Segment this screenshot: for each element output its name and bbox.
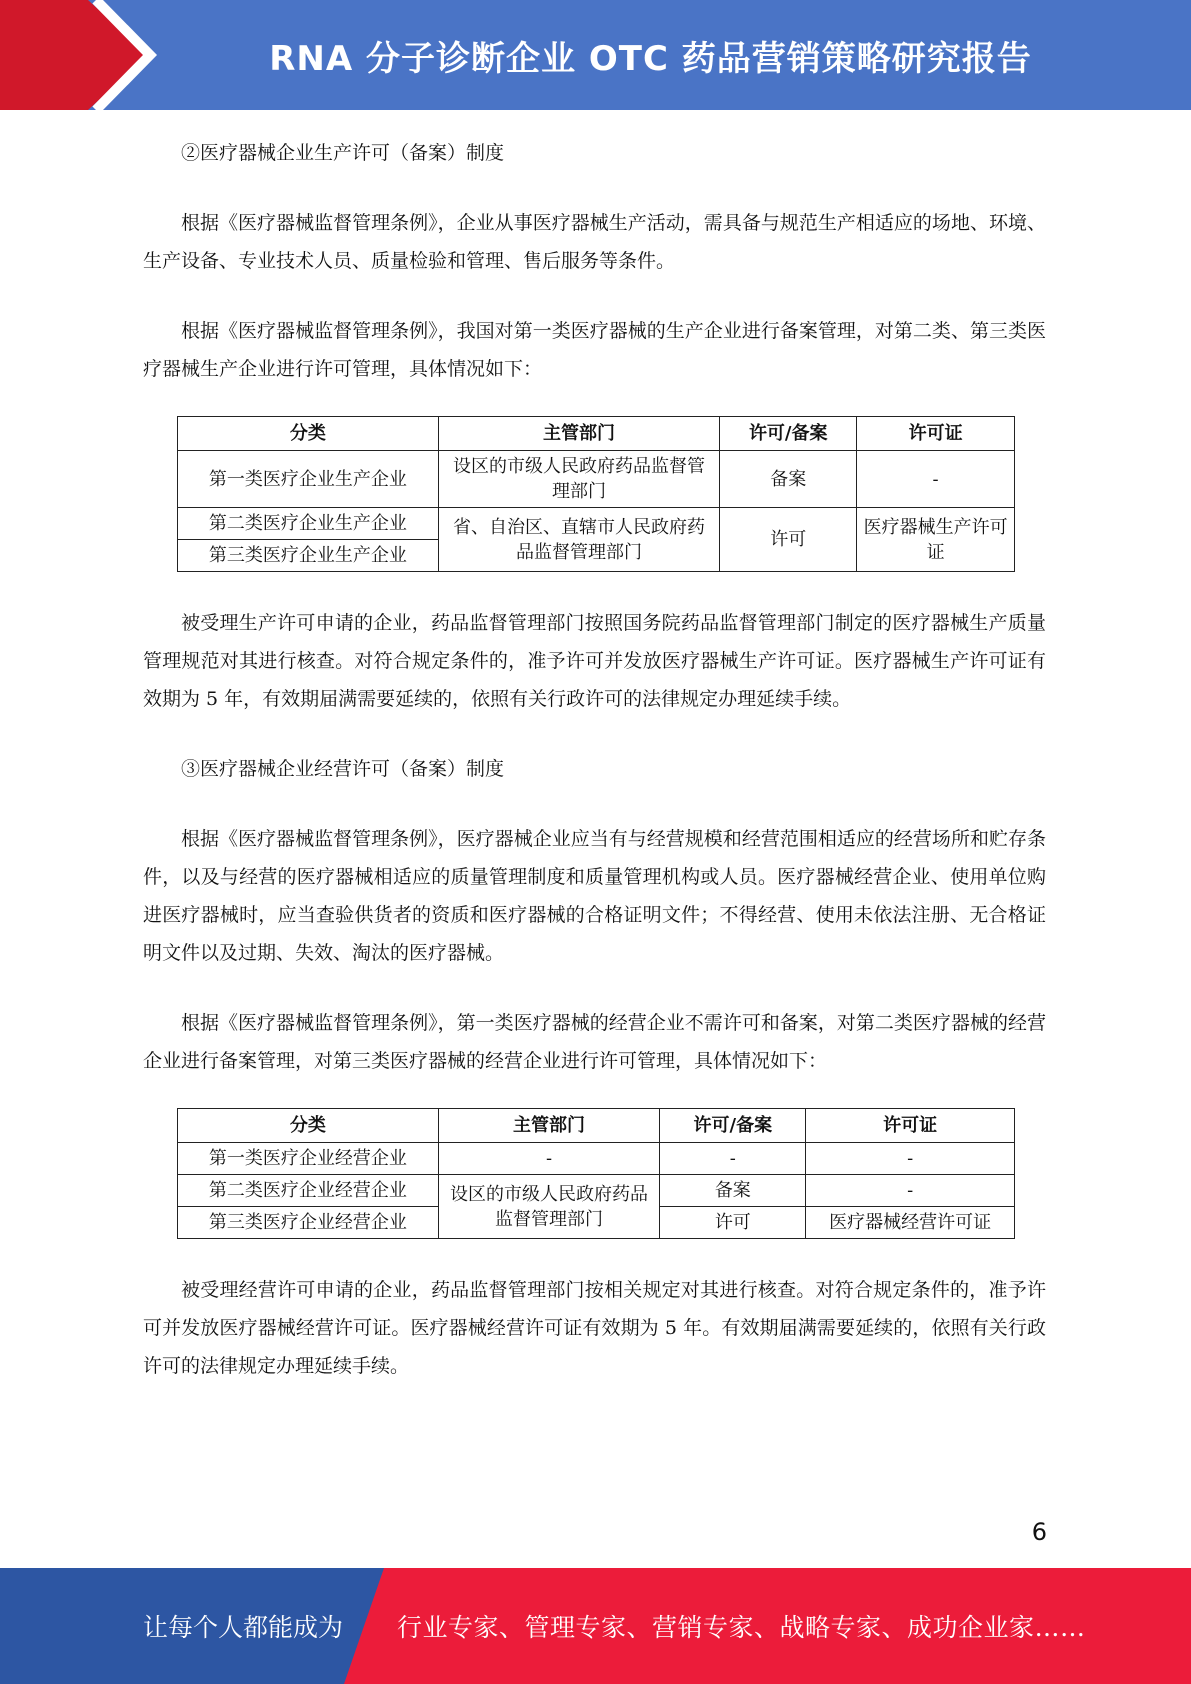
table-header-cell: 许可/备案 — [720, 417, 857, 451]
table-cell: - — [438, 1143, 660, 1175]
table-cell: 第一类医疗企业经营企业 — [178, 1143, 439, 1175]
table-row — [178, 451, 1015, 508]
table-cell: 第三类医疗企业生产企业 — [178, 540, 439, 572]
table-header-cell: 许可/备案 — [660, 1109, 806, 1143]
paragraph: 被受理经营许可申请的企业，药品监督管理部门按相关规定对其进行核查。对符合规定条件的，准予许可并发放医疗器械经营许可证。医疗器械经营许可证有效期为 5 年。有效期届满需要延续的，依照有关行政许可的法律规定办理延续手续。 — [143, 1279, 1046, 1377]
table-header-row — [178, 417, 1015, 451]
table-header-cell: 主管部门 — [438, 1109, 660, 1143]
table-cell: 备案 — [720, 451, 857, 508]
paragraph: 被受理生产许可申请的企业，药品监督管理部门按照国务院药品监督管理部门制定的医疗器械生产质量管理规范对其进行核查。对符合规定条件的，准予许可并发放医疗器械生产许可证。医疗器械生产许可证有效期为 5 年，有效期届满需要延续的，依照有关行政许可的法律规定办理延续手续。 — [143, 612, 1046, 710]
paragraph: 根据《医疗器械监督管理条例》，我国对第一类医疗器械的生产企业进行备案管理，对第二类、第三类医疗器械生产企业进行许可管理，具体情况如下： — [143, 320, 1046, 380]
paragraph: 根据《医疗器械监督管理条例》，医疗器械企业应当有与经营规模和经营范围相适应的经营场所和贮存条件，以及与经营的医疗器械相适应的质量管理制度和质量管理机构或人员。医疗器械经营企业、使用单位购进医疗器械时，应当查验供货者的资质和医疗器械的合格证明文件；不得经营、使用未依法注册、无合格证明文件以及过期、失效、淘汰的医疗器械。 — [143, 828, 1046, 964]
table-cell: - — [806, 1175, 1015, 1207]
table-cell: - — [806, 1143, 1015, 1175]
table-cell: 设区的市级人民政府药品监督管理部门 — [438, 451, 720, 508]
table-header-cell: 分类 — [178, 417, 439, 451]
section-heading-production: ②医疗器械企业生产许可（备案）制度 — [181, 142, 505, 164]
table-cell: 设区的市级人民政府药品监督管理部门 — [438, 1175, 660, 1239]
table-row — [178, 1143, 1015, 1175]
table-cell: 第一类医疗企业生产企业 — [178, 451, 439, 508]
table-header-cell: 分类 — [178, 1109, 439, 1143]
production-license-table — [177, 416, 1015, 572]
table-header-row — [178, 1109, 1015, 1143]
operation-license-table — [177, 1108, 1015, 1239]
table-cell: - — [660, 1143, 806, 1175]
table-cell: 许可 — [720, 508, 857, 572]
page-number: 6 — [1031, 1518, 1047, 1546]
table-header-cell: 许可证 — [857, 417, 1015, 451]
table-header-cell: 主管部门 — [438, 417, 720, 451]
table-cell: 省、自治区、直辖市人民政府药品监督管理部门 — [438, 508, 720, 572]
paragraph: 根据《医疗器械监督管理条例》，企业从事医疗器械生产活动，需具备与规范生产相适应的场地、环境、生产设备、专业技术人员、质量检验和管理、售后服务等条件。 — [143, 212, 1046, 272]
table-cell: 备案 — [660, 1175, 806, 1207]
table-row — [178, 1175, 1015, 1207]
section-heading-operation: ③医疗器械企业经营许可（备案）制度 — [181, 758, 505, 780]
table-cell: 许可 — [660, 1207, 806, 1239]
paragraph: 根据《医疗器械监督管理条例》，第一类医疗器械的经营企业不需许可和备案，对第二类医疗器械的经营企业进行备案管理，对第三类医疗器械的经营企业进行许可管理，具体情况如下： — [143, 1012, 1046, 1072]
table-cell: 第三类医疗企业经营企业 — [178, 1207, 439, 1239]
table-row — [178, 508, 1015, 540]
footer-slogan-left: 让每个人都能成为 — [143, 1613, 344, 1642]
table-cell: - — [857, 451, 1015, 508]
table-cell: 医疗器械经营许可证 — [806, 1207, 1015, 1239]
header-banner — [0, 0, 1191, 110]
footer-banner — [0, 1568, 1191, 1684]
table-cell: 第二类医疗企业经营企业 — [178, 1175, 439, 1207]
footer-slogan-right: 行业专家、管理专家、营销专家、战略专家、成功企业家…… — [397, 1613, 1086, 1642]
table-cell: 医疗器械生产许可证 — [857, 508, 1015, 572]
table-cell: 第二类医疗企业生产企业 — [178, 508, 439, 540]
report-title: RNA 分子诊断企业 OTC 药品营销策略研究报告 — [269, 38, 1032, 79]
table-header-cell: 许可证 — [806, 1109, 1015, 1143]
document-body — [143, 134, 1046, 1385]
